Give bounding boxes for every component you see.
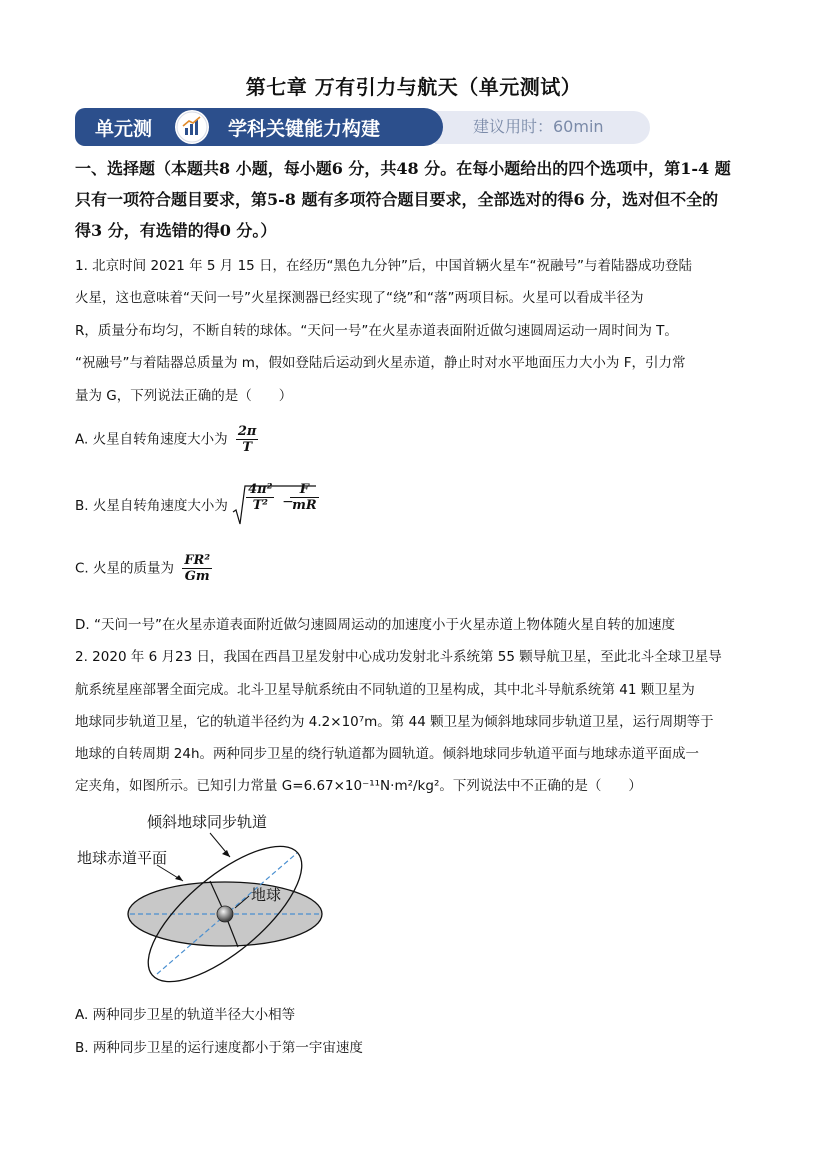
q1-stem-line: “祝融号”与着陆器总质量为 m，假如登陆后运动到火星赤道，静止时对水平地面压力大小为 F，引力常 <box>75 355 686 371</box>
fraction <box>246 482 274 513</box>
fraction-numerator: F <box>290 482 319 498</box>
fraction-numerator: FR² <box>184 553 211 568</box>
q1-option-c-text: C. 火星的质量为 <box>75 560 175 577</box>
section-heading-line: 只有一项符合题目要求，第5-8 题有多项符合题目要求，全部选对的得6 分，选对但不全的 <box>75 190 719 209</box>
arrow-head-icon <box>222 850 230 857</box>
q2-stem-line: 地球的自转周期 24h。两种同步卫星的绕行轨道都为圆轨道。倾斜地球同步轨道平面与地球赤道平面成一 <box>75 746 700 762</box>
section-heading-line: 得3 分，有选错的得0 分。） <box>75 221 277 240</box>
fraction-numerator: 4π² <box>248 482 273 497</box>
q2-stem-line: 2. 2020 年 6 月23 日，我国在西昌卫星发射中心成功发射北斗系统第 55 颗导航卫星，至此北斗全球卫星导 <box>75 649 722 665</box>
q1-stem-line: R，质量分布均匀，不断自转的球体。“天问一号”在火星赤道表面附近做匀速圆周运动一周时间为 T。 <box>75 323 678 339</box>
q2-stem-line: 地球同步轨道卫星，它的轨道半径约为 4.2×10⁷m。第 44 颗卫星为倾斜地球同步轨道卫星，运行周期等于 <box>75 714 714 730</box>
q1-option-a-text: A. 火星自转角速度大小为 <box>75 431 228 448</box>
fraction-denominator: mR <box>292 498 317 513</box>
fraction-denominator: Gm <box>184 569 210 584</box>
section-heading-line: 一、选择题（本题共8 小题，每小题6 分，共48 分。在每小题给出的四个选项中，第1-4 题 <box>75 159 731 178</box>
q1-option-a <box>75 424 258 455</box>
equator-plane-label: 地球赤道平面 <box>77 849 168 867</box>
fraction <box>290 482 319 513</box>
q1-option-d: D. “天问一号”在火星赤道表面附近做匀速圆周运动的加速度小于火星赤道上物体随火星自转的加速度 <box>75 617 675 633</box>
fraction <box>182 553 212 584</box>
orbit-diagram <box>75 805 335 990</box>
chart-badge-icon <box>175 110 209 144</box>
arrow-head-icon <box>175 875 183 881</box>
time-note: 建议用时：60min <box>473 117 604 136</box>
fraction-denominator: T² <box>252 498 268 513</box>
q1-stem-line: 量为 G，下列说法正确的是（ ） <box>75 388 293 404</box>
fraction-numerator: 2π <box>237 424 257 439</box>
page-title: 第七章 万有引力与航天（单元测试） <box>245 75 582 99</box>
earth-icon <box>217 906 233 922</box>
inclined-orbit-label: 倾斜地球同步轨道 <box>147 813 268 831</box>
q2-stem-line: 航系统星座部署全面完成。北斗卫星导航系统由不同轨道的卫星构成，其中北斗导航系统第 41 颗卫星为 <box>75 682 695 698</box>
q1-option-b <box>75 484 316 528</box>
fraction <box>236 424 259 455</box>
banner-left-label: 单元测 <box>95 118 153 140</box>
fraction-denominator: T <box>242 440 253 455</box>
minus-sign: − <box>282 494 294 510</box>
q2-stem-line: 定夹角，如图所示。已知引力常量 G=6.67×10⁻¹¹N·m²/kg²。下列说法中不正确的是（ ） <box>75 778 642 794</box>
q1-stem-line: 火星，这也意味着“天问一号”火星探测器已经实现了“绕”和“落”两项目标。火星可以看成半径为 <box>75 290 644 306</box>
q2-option-a: A. 两种同步卫星的轨道半径大小相等 <box>75 1007 296 1023</box>
q2-option-b: B. 两种同步卫星的运行速度都小于第一宇宙速度 <box>75 1040 363 1056</box>
earth-label: 地球 <box>251 886 282 904</box>
unit-banner <box>75 108 650 148</box>
banner-right-label: 学科关键能力构建 <box>228 118 381 140</box>
square-root-expression <box>232 484 316 528</box>
q1-option-c <box>75 553 212 584</box>
q1-stem-line: 1. 北京时间 2021 年 5 月 15 日，在经历“黑色九分钟”后，中国首辆火星车“祝融号”与着陆器成功登陆 <box>75 258 693 274</box>
q1-option-b-text: B. 火星自转角速度大小为 <box>75 498 228 514</box>
